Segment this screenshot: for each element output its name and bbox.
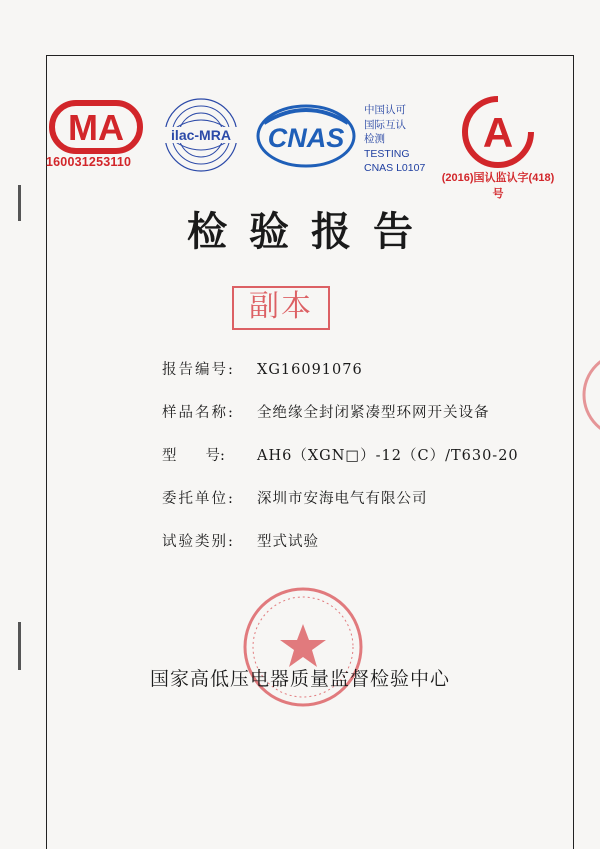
field-client: [162, 487, 428, 508]
cal-logo: [446, 95, 550, 169]
ma-logo: [48, 97, 144, 157]
ilac-mra-logo: [158, 95, 244, 175]
field-value: 型式试验: [257, 534, 319, 550]
cnas-logo-text: CNAS: [267, 123, 345, 153]
binder-mark-bottom: [18, 622, 21, 670]
copy-stamp: 副本: [232, 286, 330, 330]
issuing-organization: 国家高低压电器质量监督检验中心: [149, 668, 450, 690]
field-label: 样品名称:: [162, 405, 235, 421]
testing-line-1: 中国认可: [364, 104, 406, 116]
field-model: [162, 444, 519, 465]
accreditation-logos: [46, 95, 576, 200]
field-label: 型 号:: [162, 448, 225, 464]
field-label: 委托单位:: [162, 491, 235, 507]
ma-number: 160031253110: [46, 155, 132, 169]
ilac-mra-logo-text: ilac-MRA: [171, 127, 231, 143]
field-label: 报告编号:: [162, 362, 235, 378]
edge-seal-fragment: [576, 350, 600, 440]
testing-line-3: 检测: [364, 133, 385, 145]
testing-line-5: CNAS L0107: [364, 162, 426, 174]
field-report-number: [162, 358, 363, 379]
field-label: 试验类别:: [162, 534, 235, 550]
testing-accreditation-text: [364, 103, 444, 176]
cal-number: (2016)国认监认字(418)号: [441, 172, 555, 200]
field-value: AH6（XGN□）-12（C）/T630-20: [257, 448, 519, 464]
field-value: 深圳市安海电气有限公司: [257, 491, 428, 507]
field-test-type: [162, 530, 319, 551]
field-sample-name: [162, 401, 490, 422]
field-value: 全绝缘全封闭紧凑型环网开关设备: [257, 405, 490, 421]
report-title: 检验报告: [187, 208, 435, 255]
ma-logo-text: MA: [68, 107, 124, 148]
cal-logo-text: A: [482, 109, 514, 156]
official-seal: [238, 582, 368, 712]
field-value: XG16091076: [257, 362, 363, 378]
cnas-logo: [254, 101, 358, 171]
testing-line-4: TESTING: [364, 147, 410, 160]
testing-line-2: 国际互认: [364, 118, 406, 131]
